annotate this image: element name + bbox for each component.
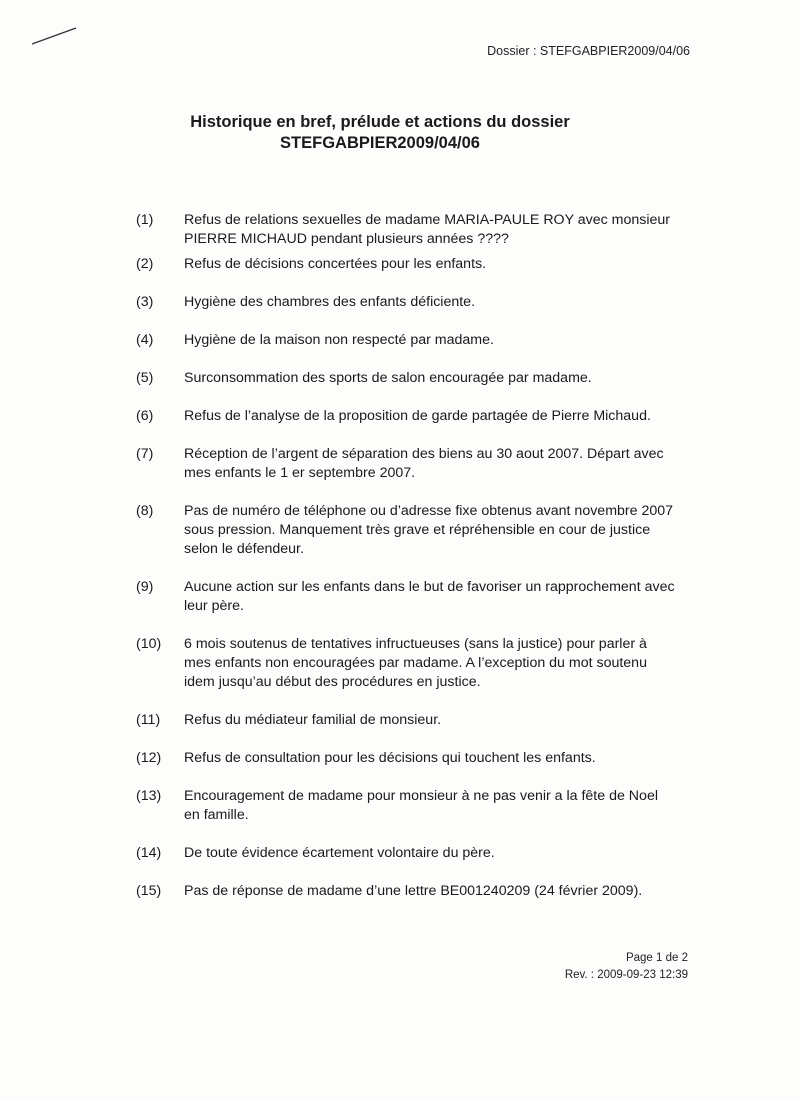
list-item [136, 407, 676, 445]
item-text: Refus du médiateur familial de monsieur. [184, 712, 442, 728]
title-line-1: Historique en bref, prélude et actions du dossier [190, 113, 570, 131]
list-item [136, 293, 676, 331]
page-number: Page 1 de 2 [625, 952, 688, 964]
item-text: Pas de numéro de téléphone ou d’adresse fixe obtenus avant novembre 2007 sous pression. Manquement très grave et répréhensible en cour de justice selon le défendeur. [184, 503, 674, 557]
item-text: 6 mois soutenus de tentatives infructueuses (sans la justice) pour parler à mes enfants non encouragées par madame. A l’exception du mot soutenu idem jusqu’au début des procédures en justice. [184, 636, 647, 690]
list-item [136, 844, 676, 882]
item-number: (3) [136, 294, 154, 310]
item-text: Surconsommation des sports de salon encouragée par madame. [184, 370, 592, 386]
item-text: Refus de décisions concertées pour les enfants. [184, 256, 487, 272]
item-text: Encouragement de madame pour monsieur à ne pas venir a la fête de Noel en famille. [184, 788, 658, 823]
item-text: De toute évidence écartement volontaire du père. [184, 845, 495, 861]
item-number: (4) [136, 332, 154, 348]
item-text: Hygiène de la maison non respecté par madame. [184, 332, 494, 348]
item-text: Aucune action sur les enfants dans le but de favoriser un rapprochement avec leur père. [184, 579, 675, 614]
list-item [136, 749, 676, 787]
list-item [136, 211, 676, 255]
list-item [136, 445, 676, 502]
item-number: (9) [136, 579, 154, 595]
item-text: Réception de l’argent de séparation des biens au 30 aout 2007. Départ avec mes enfants le 1 er septembre 2007. [184, 446, 664, 481]
list-item [136, 369, 676, 407]
list-item [136, 255, 676, 293]
item-number: (13) [136, 788, 162, 804]
item-text: Refus de l’analyse de la proposition de garde partagée de Pierre Michaud. [184, 408, 651, 424]
item-text: Hygiène des chambres des enfants déficiente. [184, 294, 476, 310]
bleed-through-text [140, 92, 660, 112]
item-text: Refus de relations sexuelles de madame MARIA-PAULE ROY avec monsieur PIERRE MICHAUD pendant plusieurs années ???? [184, 212, 671, 247]
item-number: (7) [136, 446, 154, 462]
item-text: Refus de consultation pour les décisions qui touchent les enfants. [184, 750, 596, 766]
list-item [136, 331, 676, 369]
item-text: Pas de réponse de madame d’une lettre BE001240209 (24 février 2009). [184, 883, 643, 899]
item-number: (12) [136, 750, 162, 766]
list-item [136, 578, 676, 635]
list-item [136, 711, 676, 749]
item-number: (2) [136, 256, 154, 272]
history-list [136, 211, 676, 920]
item-number: (15) [136, 883, 162, 899]
dossier-reference: Dossier : STEFGABPIER2009/04/06 [487, 44, 690, 58]
revision-stamp: Rev. : 2009-09-23 12:39 [564, 969, 688, 981]
list-item [136, 787, 676, 844]
item-number: (11) [136, 712, 161, 728]
title-line-2: STEFGABPIER2009/04/06 [280, 134, 480, 152]
list-item [136, 882, 676, 920]
list-item [136, 635, 676, 711]
document-title [0, 112, 800, 154]
item-number: (6) [136, 408, 154, 424]
item-number: (1) [136, 212, 154, 228]
item-number: (14) [136, 845, 162, 861]
list-item [136, 502, 676, 578]
item-number: (8) [136, 503, 154, 519]
item-number: (10) [136, 636, 162, 652]
item-number: (5) [136, 370, 154, 386]
pen-stroke-mark [30, 24, 80, 48]
page-footer [565, 950, 688, 984]
